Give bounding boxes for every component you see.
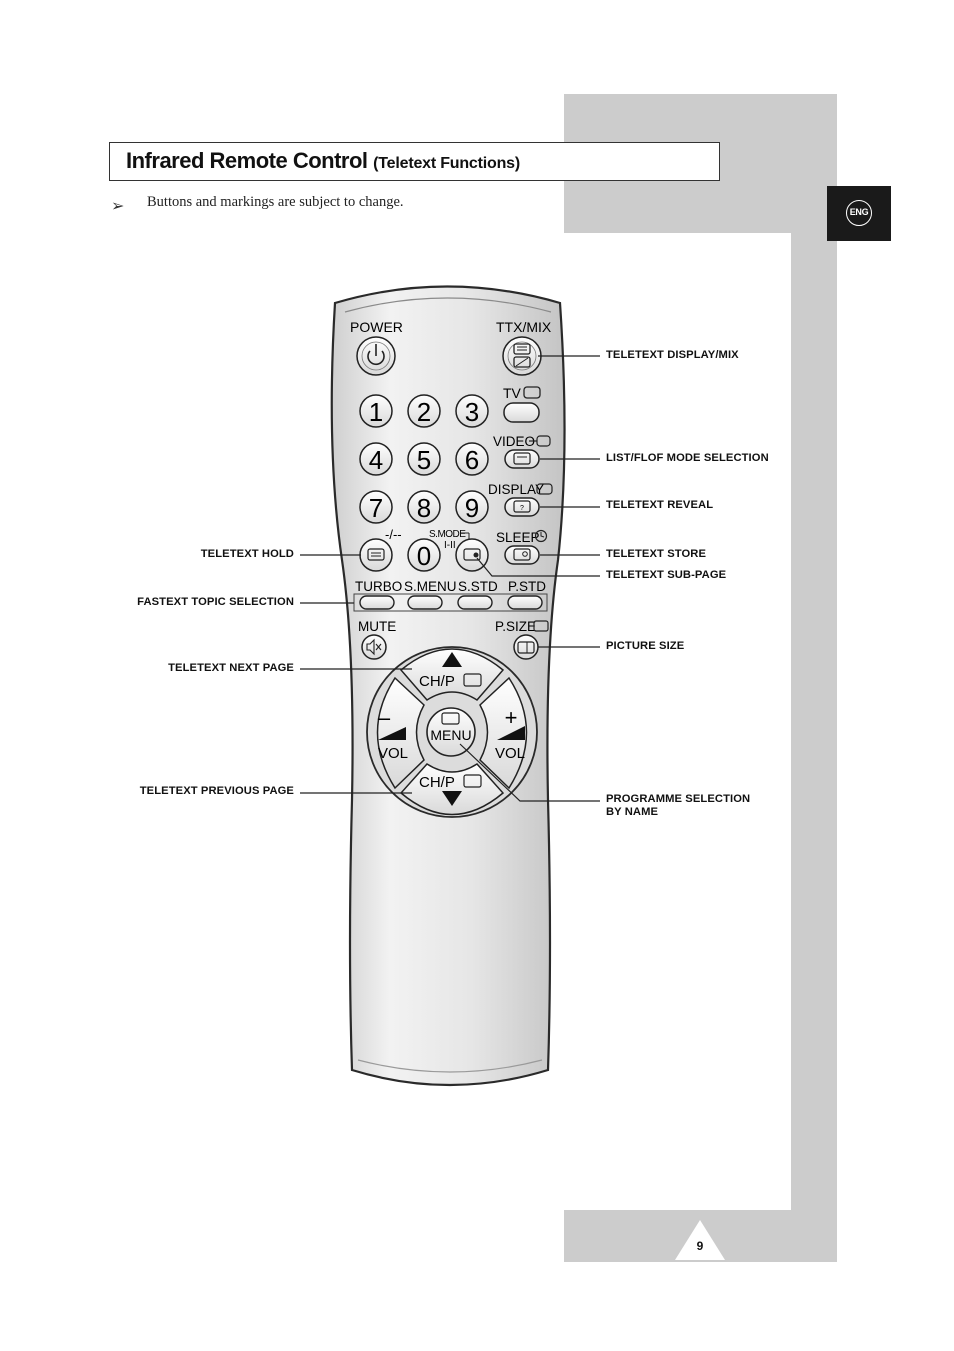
display-label: DISPLAY xyxy=(488,482,545,497)
callout-list-flof: LIST/FLOF MODE SELECTION xyxy=(606,452,769,464)
pstd-label: P.STD xyxy=(508,579,547,594)
digit-button-3[interactable] xyxy=(456,395,488,427)
power-button[interactable] xyxy=(357,337,395,375)
callout-picture-size: PICTURE SIZE xyxy=(606,640,685,652)
svg-text:7: 7 xyxy=(368,493,384,523)
ttx-mix-button[interactable] xyxy=(503,337,541,375)
svg-text:?: ? xyxy=(520,505,524,512)
store-button[interactable] xyxy=(505,546,539,564)
digit-button-0[interactable] xyxy=(408,539,440,571)
smode-sub-label: I-II xyxy=(444,540,456,551)
menu-button[interactable] xyxy=(427,708,475,756)
smenu-label: S.MENU xyxy=(404,579,457,594)
fastext-blue-button[interactable] xyxy=(508,596,542,609)
page-title-main: Infrared Remote Control xyxy=(126,148,368,173)
digit-button-1[interactable] xyxy=(360,395,392,427)
vol-minus-icon: – xyxy=(377,705,391,730)
digit-button-9[interactable] xyxy=(456,491,488,523)
smode-label: S.MODE xyxy=(429,529,466,540)
tv-button[interactable] xyxy=(504,403,539,422)
svg-text:0: 0 xyxy=(416,541,432,571)
svg-text:6: 6 xyxy=(464,445,480,475)
reveal-button[interactable] xyxy=(505,498,539,516)
svg-text:3: 3 xyxy=(464,397,480,427)
callout-previous-page: TELETEXT PREVIOUS PAGE xyxy=(139,785,294,797)
note-text: Buttons and markings are subject to change. xyxy=(147,194,404,210)
digit-button-4[interactable] xyxy=(360,443,392,475)
svg-text:4: 4 xyxy=(368,445,384,475)
vol-up-label: VOL xyxy=(495,745,526,762)
callout-fastext: FASTEXT TOPIC SELECTION xyxy=(137,596,294,608)
svg-text:1: 1 xyxy=(368,397,384,427)
vol-plus-icon: + xyxy=(504,705,518,730)
svg-text:8: 8 xyxy=(416,493,432,523)
mute-label: MUTE xyxy=(358,619,397,634)
callout-programme-selection: PROGRAMME SELECTION xyxy=(606,793,751,805)
callout-teletext-hold: TELETEXT HOLD xyxy=(200,548,294,560)
sleep-label: SLEEP xyxy=(496,530,540,545)
digit-button-6[interactable] xyxy=(456,443,488,475)
callout-teletext-subpage: TELETEXT SUB-PAGE xyxy=(606,569,727,581)
hold-button[interactable] xyxy=(360,539,392,571)
dash-label: -/-- xyxy=(385,527,402,542)
callout-next-page: TELETEXT NEXT PAGE xyxy=(168,662,294,674)
menu-label: MENU xyxy=(430,727,472,743)
svg-text:2: 2 xyxy=(416,397,432,427)
svg-text:9: 9 xyxy=(464,493,480,523)
language-tab-label: ENG xyxy=(846,200,872,226)
ch-down-label: CH/P xyxy=(419,774,455,791)
note-arrow-icon: ➢ xyxy=(111,198,125,215)
callout-teletext-store: TELETEXT STORE xyxy=(606,548,707,560)
page-title-sub: (Teletext Functions) xyxy=(373,155,520,172)
digit-button-5[interactable] xyxy=(408,443,440,475)
fastext-green-button[interactable] xyxy=(408,596,442,609)
callout-programme-selection-by-name: BY NAME xyxy=(606,806,659,818)
turbo-label: TURBO xyxy=(355,579,403,594)
video-label: VIDEO xyxy=(493,434,536,449)
list-flof-button[interactable] xyxy=(505,450,539,468)
ch-up-label: CH/P xyxy=(419,673,455,690)
vol-down-label: VOL xyxy=(378,745,409,762)
digit-button-2[interactable] xyxy=(408,395,440,427)
sstd-label: S.STD xyxy=(458,579,498,594)
mute-button[interactable] xyxy=(362,635,386,659)
svg-text:5: 5 xyxy=(416,445,432,475)
power-label: POWER xyxy=(350,319,403,335)
callout-teletext-display-mix: TELETEXT DISPLAY/MIX xyxy=(606,349,739,361)
tv-label: TV xyxy=(503,385,521,401)
callout-teletext-reveal: TELETEXT REVEAL xyxy=(606,499,714,511)
digit-button-7[interactable] xyxy=(360,491,392,523)
page-number: 9 xyxy=(696,1239,704,1253)
digit-button-8[interactable] xyxy=(408,491,440,523)
fastext-red-button[interactable] xyxy=(360,596,394,609)
psize-button[interactable] xyxy=(514,635,538,659)
ttx-mix-label: TTX/MIX xyxy=(496,319,552,335)
fastext-yellow-button[interactable] xyxy=(458,596,492,609)
psize-label: P.SIZE xyxy=(495,619,537,634)
